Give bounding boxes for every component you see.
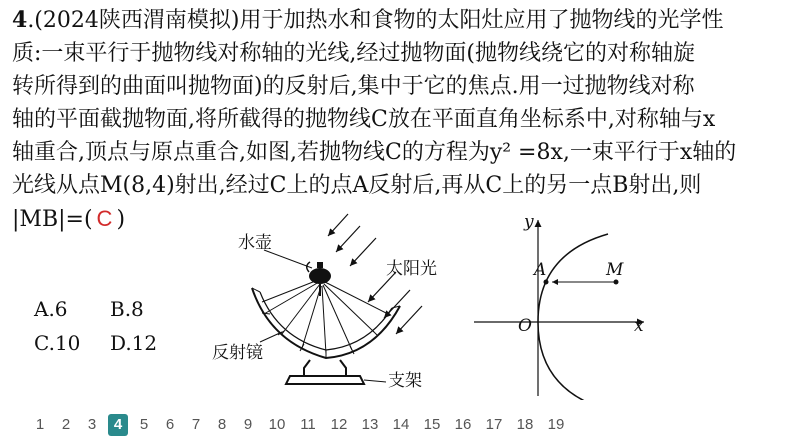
y-axis-label: y [524, 212, 534, 232]
point-m-label: M [606, 260, 624, 280]
option-a[interactable]: A.6 [34, 297, 68, 321]
page-19[interactable]: 19 [547, 416, 565, 433]
kettle-label: 水壶 [238, 233, 272, 253]
parabola-curve [538, 234, 608, 400]
parabola-figure [468, 210, 668, 400]
pagination [0, 410, 794, 438]
sunlight-label: 太阳光 [386, 259, 437, 279]
figures [200, 210, 660, 400]
origin-label: O [518, 316, 532, 336]
point-m [614, 280, 619, 285]
reflector-label: 反射镜 [212, 343, 263, 363]
page-15[interactable]: 15 [423, 416, 441, 433]
problem-line-3: 转所得到的曲面叫抛物面)的反射后,集中于它的焦点.用一过抛物线对称 [12, 74, 695, 99]
page-12[interactable]: 12 [330, 416, 348, 433]
page-1[interactable]: 1 [35, 416, 45, 433]
option-c[interactable]: C.10 [34, 331, 81, 355]
page-6[interactable]: 6 [165, 416, 175, 433]
page-13[interactable]: 13 [361, 416, 379, 433]
page-9[interactable]: 9 [243, 416, 253, 433]
point-a-label: A [534, 260, 547, 280]
page-4[interactable]: 4 [108, 414, 128, 436]
problem-line-7: |MB|=( C ) [12, 206, 126, 232]
problem-line-6: 光线从点M(8,4)射出,经过C上的点A反射后,再从C上的另一点B射出,则 [12, 173, 702, 198]
page-8[interactable]: 8 [217, 416, 227, 433]
page-14[interactable]: 14 [392, 416, 410, 433]
page-18[interactable]: 18 [516, 416, 534, 433]
page-3[interactable]: 3 [87, 416, 97, 433]
page-17[interactable]: 17 [485, 416, 503, 433]
answer-options [34, 292, 186, 360]
problem-line-4: 轴的平面截抛物面,将所截得的抛物线C放在平面直角坐标系中,对称轴与x [12, 107, 716, 132]
option-d[interactable]: D.12 [110, 331, 158, 355]
page-11[interactable]: 11 [300, 416, 316, 433]
problem-text [12, 4, 784, 236]
x-axis-label: x [634, 316, 644, 336]
stand-label: 支架 [388, 371, 422, 391]
option-b[interactable]: B.8 [110, 297, 144, 321]
stand [286, 360, 364, 384]
page-16[interactable]: 16 [454, 416, 472, 433]
problem-line-2: 质:一束平行于抛物线对称轴的光线,经过抛物面(抛物线绕它的对称轴旋 [12, 41, 695, 66]
problem-line-5: 轴重合,顶点与原点重合,如图,若抛物线C的方程为y² =8x,一束平行于x轴的 [12, 140, 737, 165]
page-10[interactable]: 10 [268, 416, 286, 433]
options-row-2 [34, 326, 186, 360]
answer-choice: C [96, 206, 113, 231]
page-7[interactable]: 7 [191, 416, 201, 433]
point-a [544, 280, 549, 285]
problem-number: 4 [12, 7, 28, 33]
page-2[interactable]: 2 [61, 416, 71, 433]
page-5[interactable]: 5 [139, 416, 149, 433]
options-row-1 [34, 292, 186, 326]
problem-line-1: 4.(2024陕西渭南模拟)用于加热水和食物的太阳灶应用了抛物线的光学性 [12, 7, 724, 33]
